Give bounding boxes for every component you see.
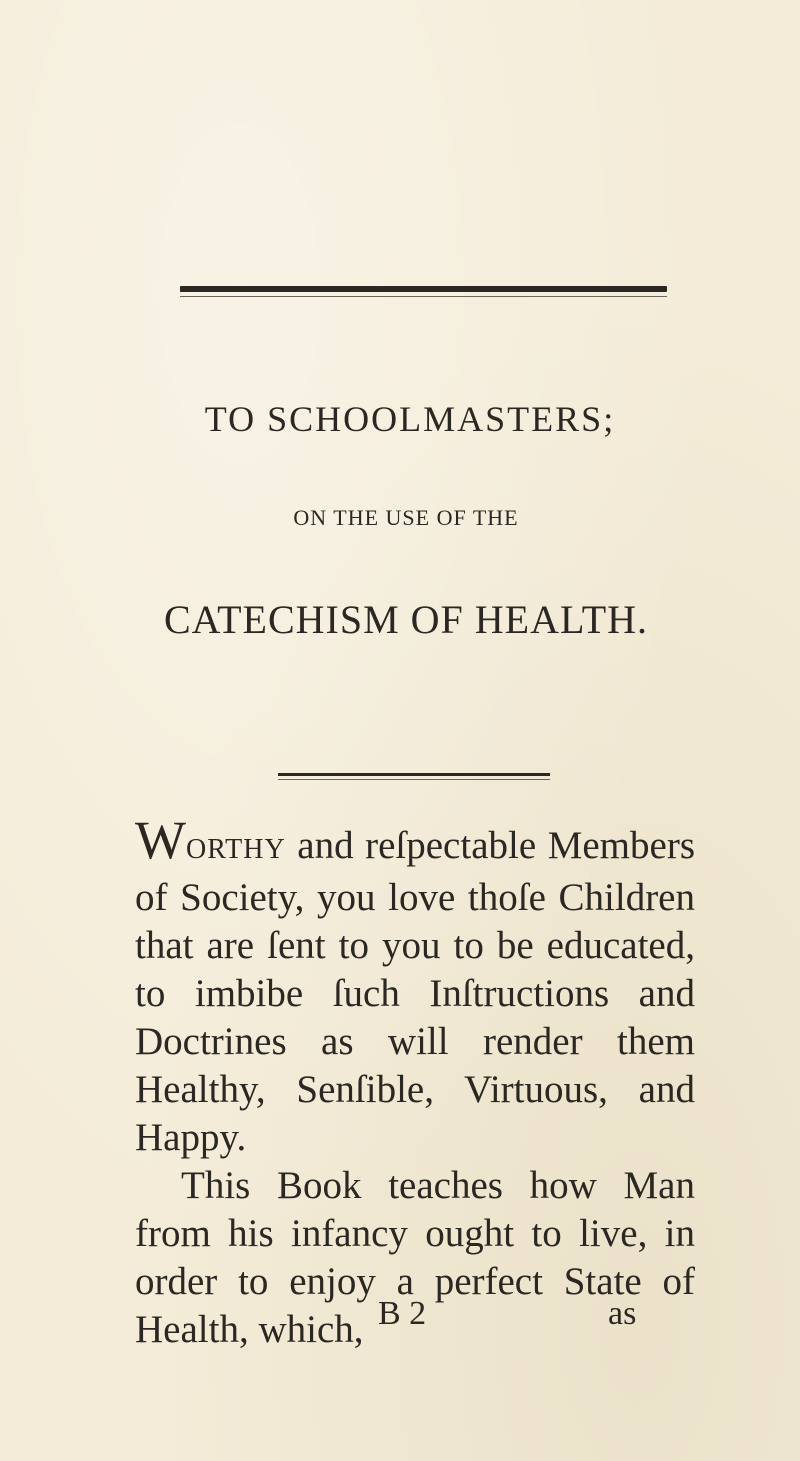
section-heading: TO SCHOOLMASTERS; [204,399,616,439]
middle-rule [278,773,550,776]
middle-thin-rule [278,779,550,780]
top-thin-rule [180,296,667,297]
paragraph-2: This Book teaches how Man from his infancy ought to live, in order to enjoy a perfect State of Health, which, [135,1164,695,1351]
paragraph-1 [135,810,695,1162]
paragraph-1-text: and reſpectable Members of Society, you love thoſe Children that are ſent to you to be educated, to imbibe ſuch Inſtructions and Doctrines as will render them Healthy, Senſible, Virtuous, and Happy. [135,824,695,1159]
signature-mark: B 2 [378,1295,427,1332]
opening-smallcaps: ORTHY [185,834,286,865]
drop-cap-letter: W [135,810,186,870]
section-subheading: ON THE USE OF THE [293,505,519,530]
body-text [135,810,695,1354]
catchword: as [608,1295,637,1332]
top-ornamental-rule [180,286,667,292]
page-footer [0,1295,800,1343]
book-title-heading: CATECHISM OF HEALTH. [163,597,649,642]
